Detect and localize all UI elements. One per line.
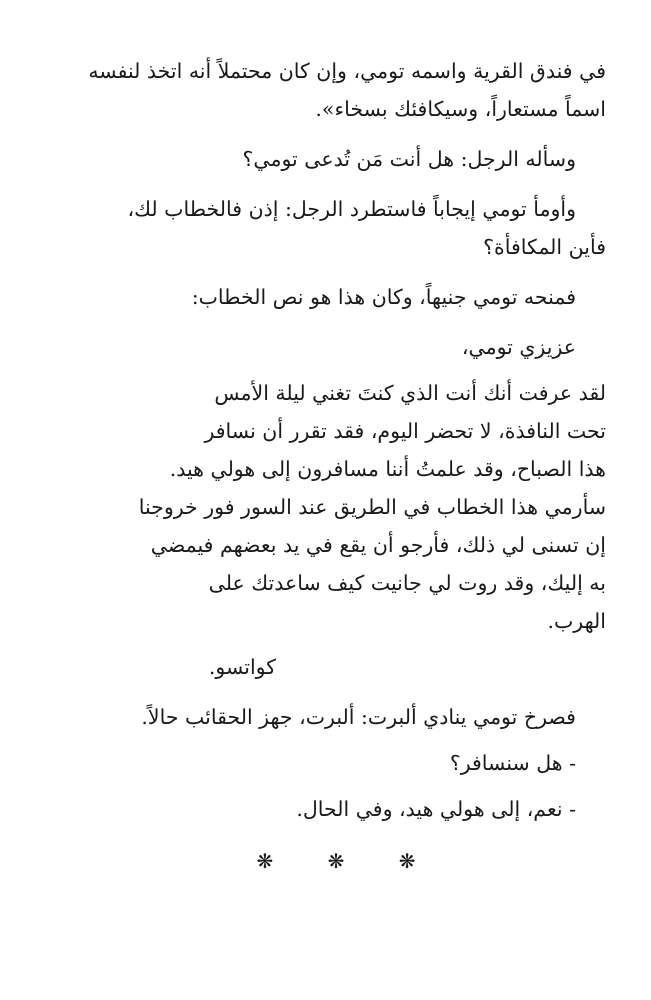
letter-block: [66, 328, 606, 686]
letter-line: تحت النافذة، لا تحضر اليوم، فقد تقرر أن نسافر: [204, 419, 606, 443]
paragraph-3-line-2: فأين المكافأة؟: [483, 235, 606, 259]
letter-line: سأرمي هذا الخطاب في الطريق عند السور فور خروجنا: [138, 495, 606, 519]
paragraph-4: فمنحه تومي جنيهاً، وكان هذا هو نص الخطاب:: [191, 285, 576, 309]
dialogue-line-2: - نعم، إلى هولي هيد، وفي الحال.: [296, 797, 576, 821]
book-page: [66, 52, 606, 880]
paragraph-1-line-2: اسماً مستعاراً، وسيكافئك بسخاء».: [315, 97, 606, 121]
letter-body: [66, 374, 606, 640]
paragraph-2: وسأله الرجل: هل أنت مَن تُدعى تومي؟: [242, 147, 576, 171]
letter-salutation: عزيزي تومي،: [461, 335, 576, 359]
letter-line: الهرب.: [547, 609, 606, 633]
section-separator: ❋ ❋ ❋: [256, 849, 440, 873]
letter-line: لقد عرفت أنك أنت الذي كنتَ تغني ليلة الأمس: [214, 381, 606, 405]
letter-line: به إليك، وقد روت لي جانيت كيف ساعدتك على: [208, 571, 606, 595]
paragraph-1-line-1: في فندق القرية واسمه تومي، وإن كان محتملاً أنه اتخذ لنفسه: [88, 59, 606, 83]
paragraph-5: فصرخ تومي ينادي ألبرت: ألبرت، جهز الحقائب حالاً.: [141, 705, 576, 729]
letter-signature: كواتسو.: [208, 655, 276, 679]
paragraph-3-line-1: وأومأ تومي إيجاباً فاستطرد الرجل: إذن فالخطاب لك،: [127, 197, 576, 221]
letter-line: إن تسنى لي ذلك، فأرجو أن يقع في يد بعضهم فيمضي: [150, 533, 606, 557]
letter-line: هذا الصباح، وقد علمتُ أننا مسافرون إلى هولي هيد.: [169, 457, 606, 481]
dialogue-line-1: - هل سنسافر؟: [449, 751, 576, 775]
